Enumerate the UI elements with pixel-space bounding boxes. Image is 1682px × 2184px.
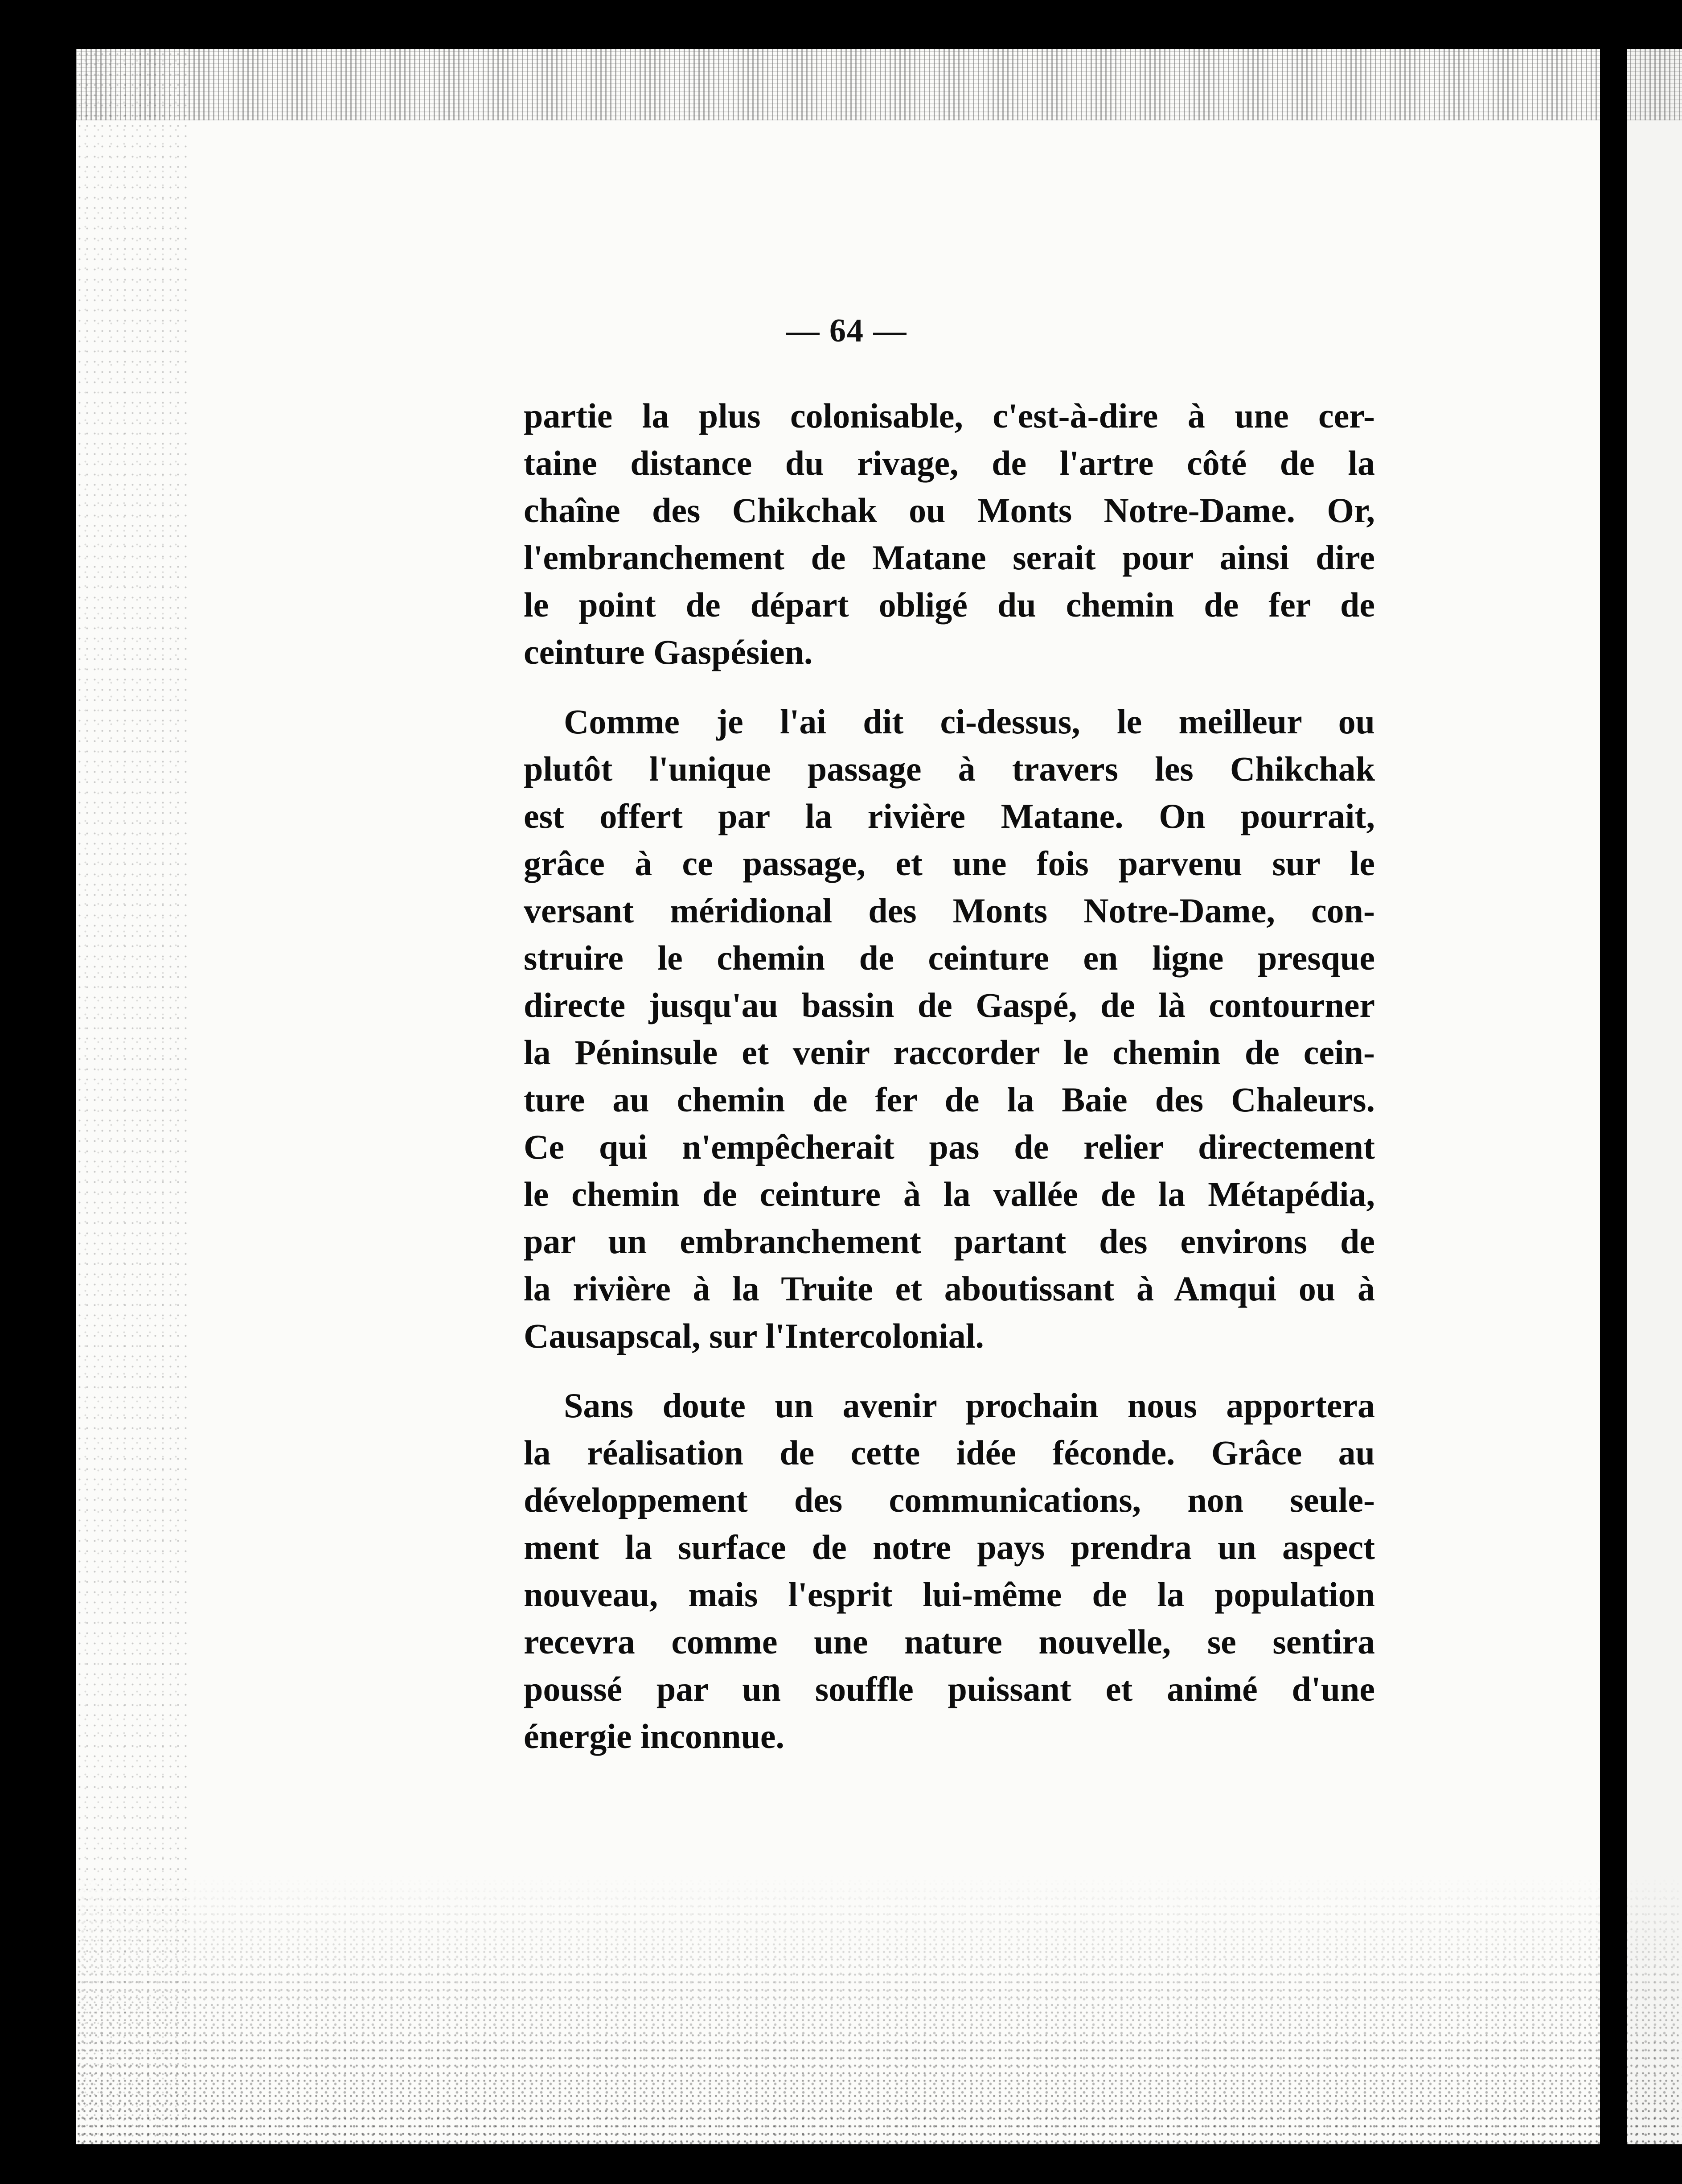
scan-noise-top (76, 49, 1682, 120)
paragraph-3 (524, 1382, 1375, 1760)
text-line: poussé par un souffle puissant et animé d'une (524, 1670, 1375, 1708)
scan-noise-left (76, 49, 187, 2144)
text-line: grâce à ce passage, et une fois parvenu sur le (524, 844, 1375, 883)
right-margin-strip (1627, 49, 1682, 2144)
text-line: plutôt l'unique passage à travers les Chikchak (524, 749, 1375, 788)
body-text (524, 392, 1375, 1782)
text-line: développement des communications, non seule- (524, 1481, 1375, 1519)
text-line: nouveau, mais l'esprit lui-même de la population (524, 1575, 1375, 1614)
text-line: est offert par la rivière Matane. On pourrait, (524, 797, 1375, 835)
text-line: struire le chemin de ceinture en ligne presque (524, 938, 1375, 977)
text-line: chaîne des Chikchak ou Monts Notre-Dame. Or, (524, 491, 1375, 530)
text-line: directe jusqu'au bassin de Gaspé, de là contourner (524, 986, 1375, 1024)
scan-frame-bottom (0, 2144, 1682, 2184)
paragraph-1 (524, 392, 1375, 676)
text-line: Ce qui n'empêcherait pas de relier directement (524, 1127, 1375, 1166)
text-line: versant méridional des Monts Notre-Dame, con- (524, 891, 1375, 930)
text-line: la Péninsule et venir raccorder le chemin de cein- (524, 1033, 1375, 1072)
text-line: Sans doute un avenir prochain nous apportera (564, 1386, 1375, 1425)
text-line: partie la plus colonisable, c'est-à-dire à une cer- (524, 396, 1375, 435)
text-line: énergie inconnue. (524, 1717, 784, 1756)
text-line: la réalisation de cette idée féconde. Grâce au (524, 1433, 1375, 1472)
text-line: le chemin de ceinture à la vallée de la Métapédia, (524, 1175, 1375, 1213)
text-line: la rivière à la Truite et aboutissant à Amqui ou à (524, 1269, 1375, 1308)
text-line: le point de départ obligé du chemin de fer de (524, 585, 1375, 624)
text-line: Causapscal, sur l'Intercolonial. (524, 1316, 984, 1355)
text-line: l'embranchement de Matane serait pour ainsi dire (524, 538, 1375, 577)
text-line: Comme je l'ai dit ci-dessus, le meilleur ou (564, 702, 1375, 741)
binding-shadow (1600, 0, 1627, 2184)
text-line: ture au chemin de fer de la Baie des Chaleurs. (524, 1080, 1375, 1119)
text-line: ceinture Gaspésien. (524, 633, 813, 671)
text-line: par un embranchement partant des environs de (524, 1222, 1375, 1261)
text-line: taine distance du rivage, de l'artre côté de la (524, 444, 1375, 482)
scan-noise-bottom (76, 1872, 1682, 2144)
paragraph-2 (524, 698, 1375, 1360)
text-line: ment la surface de notre pays prendra un aspect (524, 1528, 1375, 1567)
text-line: recevra comme une nature nouvelle, se sentira (524, 1622, 1375, 1661)
page-number: — 64 — (786, 313, 907, 349)
